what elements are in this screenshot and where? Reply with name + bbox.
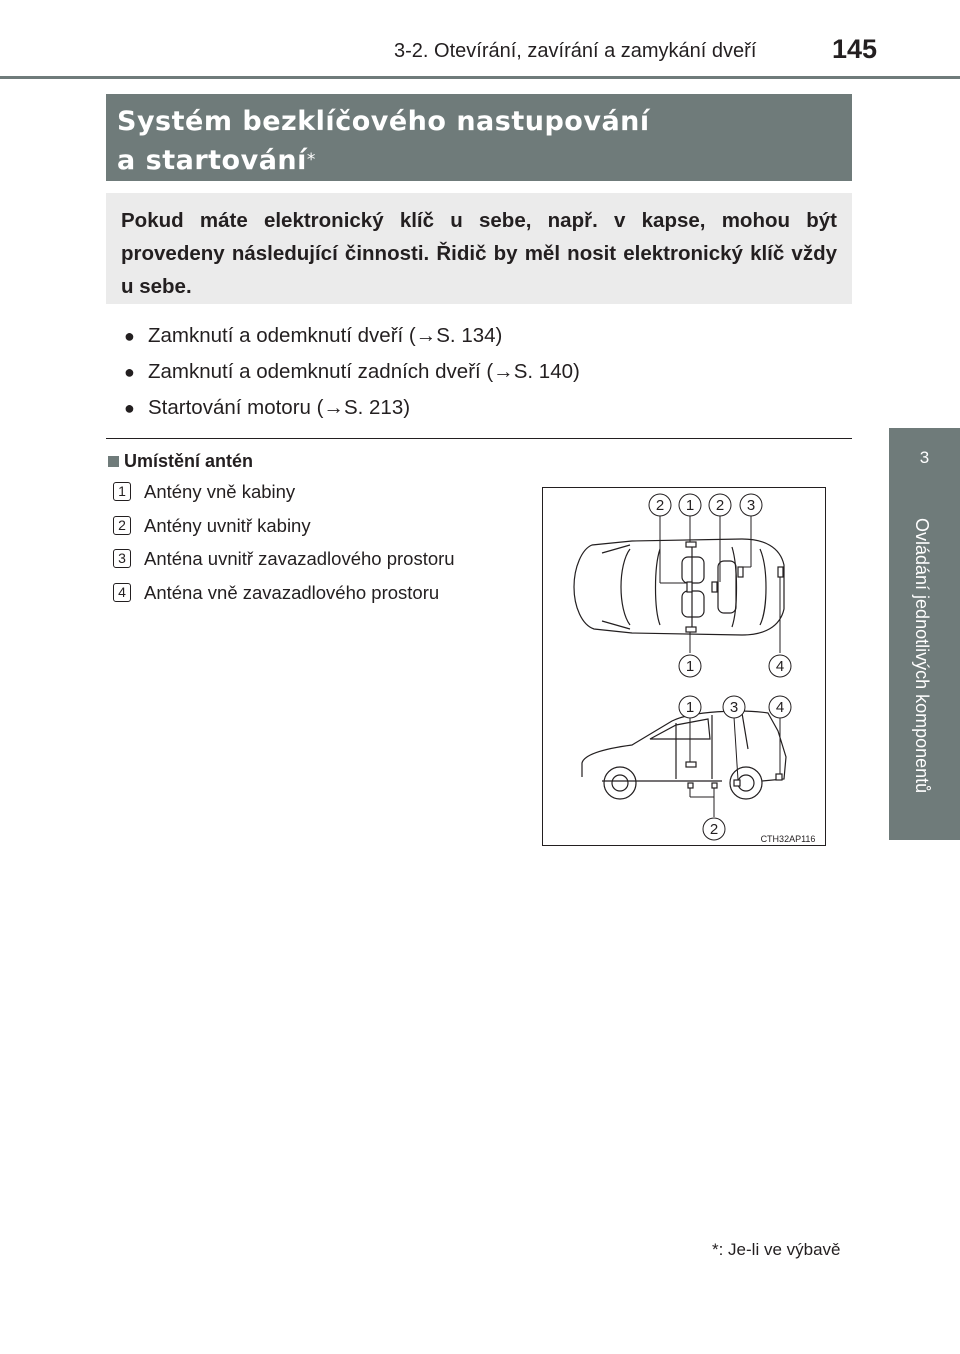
page-title xyxy=(117,102,650,180)
list-item-text: Zamknutí a odemknutí dveří (→S. 134) xyxy=(148,324,503,347)
callout-label: 3 xyxy=(746,497,756,514)
antenna-section-heading: Umístění antén xyxy=(108,451,253,472)
callout-label: 4 xyxy=(775,658,785,675)
legend-item xyxy=(113,515,455,549)
legend-item xyxy=(113,481,455,515)
callout-label: 4 xyxy=(775,699,785,716)
legend-number: 4 xyxy=(113,583,131,602)
legend-label: Antény uvnitř kabiny xyxy=(144,514,311,536)
legend-item xyxy=(113,582,455,616)
header-section-title: 3-2. Otevírání, zavírání a zamykání dveří xyxy=(394,40,757,62)
legend-number: 3 xyxy=(113,549,131,568)
optional-equipment-star: * xyxy=(306,150,316,170)
intro-box xyxy=(106,193,852,304)
callout-label: 2 xyxy=(715,497,725,514)
list-item xyxy=(124,354,580,390)
chapter-number: 3 xyxy=(919,448,930,467)
page-title-line2: a startování xyxy=(117,145,307,176)
page-title-box xyxy=(106,94,852,181)
list-item-text: Startování motoru (→S. 213) xyxy=(148,396,411,419)
callout-label: 1 xyxy=(685,658,695,675)
square-bullet-icon xyxy=(108,456,119,467)
antenna-legend xyxy=(113,481,455,615)
legend-number: 1 xyxy=(113,482,131,501)
feature-list xyxy=(124,318,580,426)
callout-label: 1 xyxy=(685,699,695,716)
chapter-side-tab xyxy=(889,428,960,840)
list-item-text: Zamknutí a odemknutí zadních dveří (→S. 140) xyxy=(148,360,580,383)
intro-text: Pokud máte elektronický klíč u sebe, např. v kapse, mohou být provedeny následující činnosti. Řidič by měl nosit elektronický klíč vždy u sebe. xyxy=(121,209,837,298)
legend-label: Anténa vně zavazadlového prostoru xyxy=(144,581,440,603)
page-title-line1: Systém bezklíčového nastupování xyxy=(117,106,650,137)
callout-label: 2 xyxy=(655,497,665,514)
car-antenna-diagram xyxy=(542,487,826,846)
footnote: *: Je-li ve výbavě xyxy=(712,1240,841,1259)
bullet-dot-icon: ● xyxy=(124,326,135,346)
legend-item xyxy=(113,548,455,582)
section-divider xyxy=(106,438,852,439)
bullet-dot-icon: ● xyxy=(124,362,135,382)
bullet-dot-icon: ● xyxy=(124,398,135,418)
antenna-location-figure xyxy=(542,487,826,846)
page-number: 145 xyxy=(832,34,878,64)
callout-label: 1 xyxy=(685,497,695,514)
legend-label: Anténa uvnitř zavazadlového prostoru xyxy=(144,548,455,569)
list-item xyxy=(124,390,580,426)
callout-label: 2 xyxy=(709,821,719,838)
list-item xyxy=(124,318,580,354)
callout-label: 3 xyxy=(729,699,739,716)
figure-code: CTH32AP116 xyxy=(760,834,816,844)
legend-number: 2 xyxy=(113,516,131,535)
chapter-label: Ovládání jednotlivých komponentů xyxy=(912,518,932,794)
header-divider xyxy=(0,76,960,79)
legend-label: Antény vně kabiny xyxy=(144,481,296,502)
